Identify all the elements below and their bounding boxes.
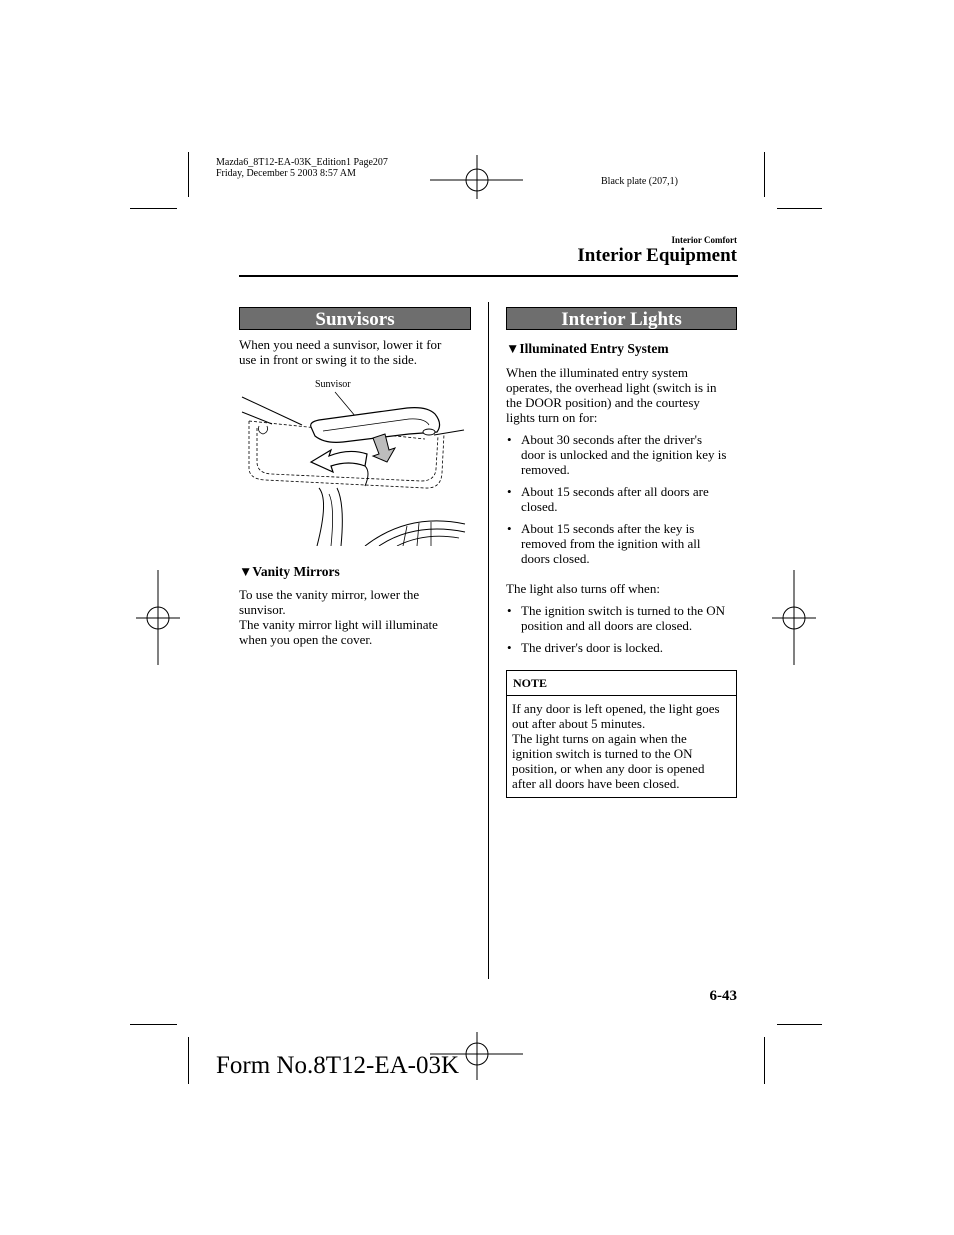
sunvisor-illustration	[239, 376, 471, 546]
registration-mark-right	[772, 570, 816, 666]
list-item: • The ignition switch is turned to the ON position and all doors are closed.	[506, 603, 738, 633]
light-off-list	[506, 603, 738, 662]
list-item: • About 15 seconds after the key is removed from the ignition with all doors closed.	[506, 521, 738, 566]
vanity-mirrors-text: To use the vanity mirror, lower the sunvisor. The vanity mirror light will illuminate when you open the cover.	[239, 587, 438, 647]
illuminated-entry-intro: When the illuminated entry system operates, the overhead light (switch is in the DOOR position) and the courtesy lights turn on for:	[506, 365, 717, 425]
print-meta-line2: Friday, December 5 2003 8:57 AM	[216, 168, 356, 179]
triangle-down-icon: ▼	[506, 341, 520, 356]
page-number: 6-43	[709, 988, 737, 1004]
light-off-intro: The light also turns off when:	[506, 581, 660, 596]
sunvisor-figure	[239, 376, 471, 546]
print-meta-line1: Mazda6_8T12-EA-03K_Edition1 Page207	[216, 157, 388, 168]
interior-lights-title-bar: Interior Lights	[506, 307, 737, 330]
note-heading: NOTE	[507, 671, 736, 696]
header-rule	[239, 275, 738, 277]
note-box	[506, 670, 737, 798]
plate-info: Black plate (207,1)	[601, 176, 678, 187]
light-on-list	[506, 432, 738, 573]
triangle-down-icon: ▼	[239, 564, 253, 579]
illuminated-entry-heading: ▼Illuminated Entry System	[506, 341, 669, 356]
chapter-label: Interior Comfort	[671, 235, 737, 245]
vanity-mirrors-heading: ▼Vanity Mirrors	[239, 564, 340, 579]
figure-callout-label: Sunvisor	[315, 379, 351, 390]
sunvisors-intro: When you need a sunvisor, lower it for use in front or swing it to the side.	[239, 337, 442, 367]
column-divider	[488, 302, 489, 979]
note-body: If any door is left opened, the light goes out after about 5 minutes. The light turns on again when the ignition switch is turned to the ON position, or when any door is opened after all doors have been closed.	[512, 701, 720, 791]
print-meta	[216, 157, 388, 179]
list-item: • About 30 seconds after the driver's door is unlocked and the ignition key is removed.	[506, 432, 738, 477]
list-item: • The driver's door is locked.	[506, 640, 738, 655]
page-title: Interior Equipment	[577, 245, 737, 266]
registration-mark-left	[136, 570, 180, 666]
form-number: Form No.8T12-EA-03K	[216, 1052, 460, 1079]
sunvisors-title-bar: Sunvisors	[239, 307, 471, 330]
registration-mark-top	[430, 155, 524, 199]
list-item: • About 15 seconds after all doors are closed.	[506, 484, 738, 514]
